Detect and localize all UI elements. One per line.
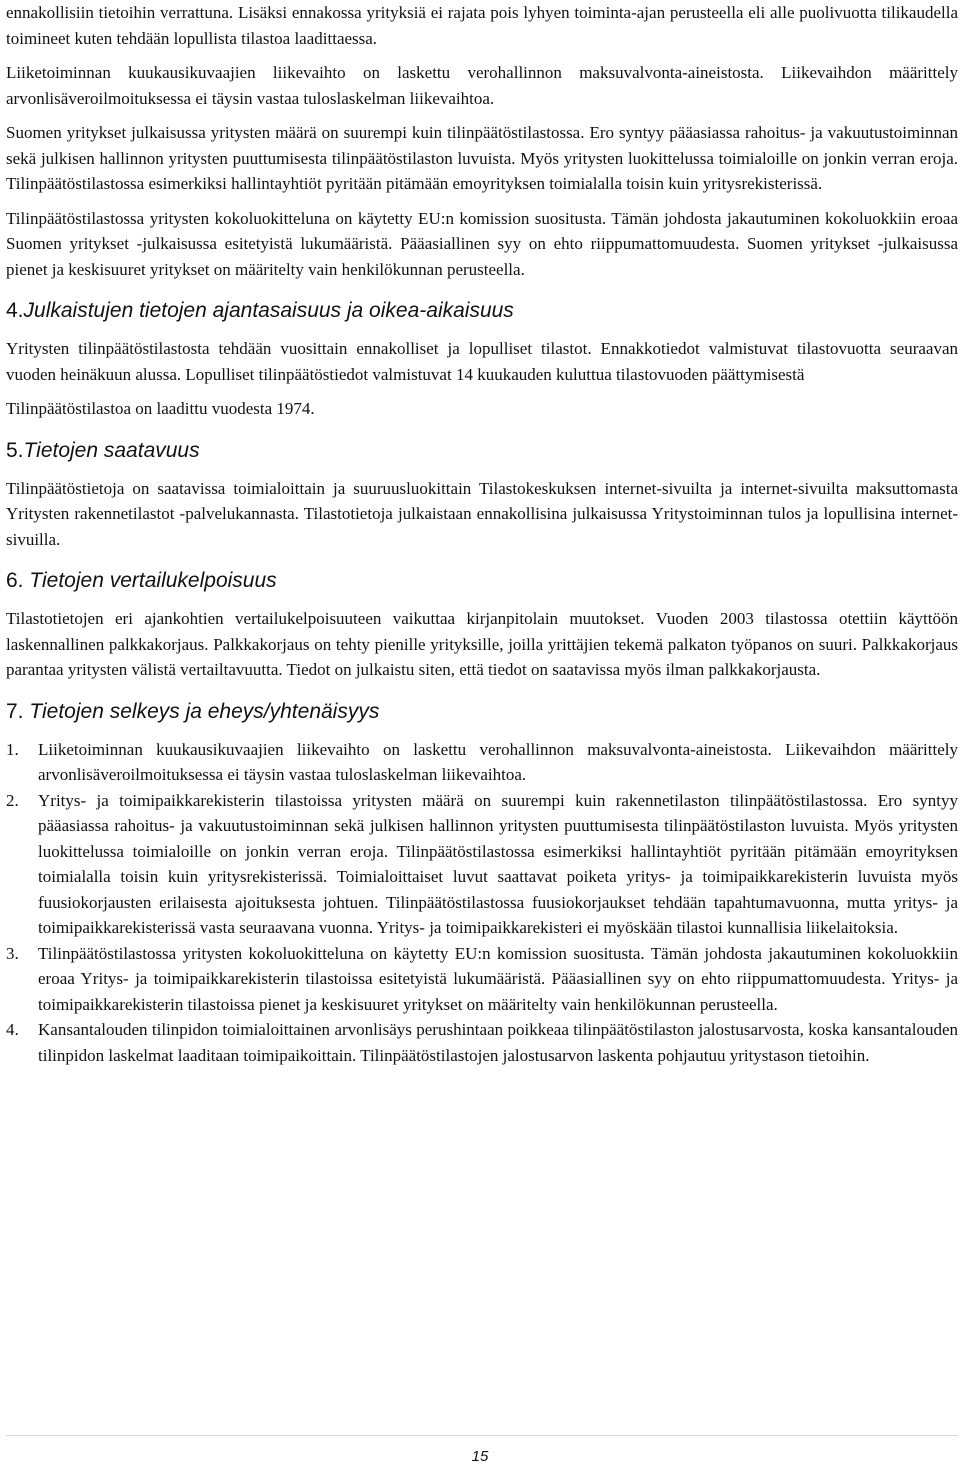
list-item-marker: 2.	[6, 790, 19, 810]
section-4-title: Julkaistujen tietojen ajantasaisuus ja oikea-aikaisuus	[23, 299, 514, 322]
list-item	[6, 1017, 958, 1068]
section-6-number: 6.	[6, 569, 24, 592]
section-4-number: 4.	[6, 299, 24, 322]
section-6-paragraph-1: Tilastotietojen eri ajankohtien vertailukelpoisuuteen vaikuttaa kirjanpitolain muutokset. Vuoden 2003 tilastossa otettiin käyttöön laskennallinen palkkakorjaus. Palkkakorjaus on tehty pienille yrityksille, joilla yrittäjien tekemä palkaton työpanos on suuri. Palkkakorjaus parantaa yritysten välistä vertailtavuutta. Tiedot on julkaistu siten, että tiedot on saatavissa myös ilman palkkakorjausta.	[6, 609, 958, 679]
section-7-title: Tietojen selkeys ja eheys/yhtenäisyys	[29, 699, 380, 723]
section-4-heading	[6, 298, 958, 324]
section-5-paragraph-1: Tilinpäätöstietoja on saatavissa toimialoittain ja suuruusluokittain Tilastokeskuksen internet-sivuilta ja internet-sivuilta maksuttomasta Yritysten rakennetilastot -palvelukannasta. Tilastotietoja julkaistaan ennakollisina julkaisussa Yritystoiminnan tulos ja lopullisina internet-sivuilla.	[6, 478, 958, 549]
section-5-heading	[6, 438, 958, 464]
section-4-paragraph-1: Yritysten tilinpäätöstilastosta tehdään vuosittain ennakolliset ja lopulliset tilastot. Ennakkotiedot valmistuvat tilastovuotta seuraavan vuoden heinäkuun alussa. Lopulliset tilinpäätöstiedot valmistuvat 14 kuukauden kuluttua tilastovuoden päättymisestä	[6, 339, 958, 384]
footer-divider	[6, 1435, 958, 1436]
list-item-marker: 4.	[6, 1020, 19, 1039]
list-item-text: Liiketoiminnan kuukausikuvaajien liikevaihto on laskettu verohallinnon maksuvalvonta-aineistosta. Liikevaihdon määrittely arvonlisäveroilmoituksessa ei täysin vastaa tuloslaskelman liikevaihtoa.	[38, 739, 958, 784]
section-5-title: Tietojen saatavuus	[23, 438, 200, 462]
section-6-title: Tietojen vertailukelpoisuus	[29, 569, 277, 592]
section-6-heading	[6, 568, 958, 594]
list-item-marker: 3.	[6, 943, 19, 963]
list-item-text: Kansantalouden tilinpidon toimialoittainen arvonlisäys perushintaan poikkeaa tilinpäätöstilaston jalostusarvosta, koska kansantalouden tilinpidon laskelmat laaditaan toimipaikoittain. Tilinpäätöstilastojen jalostusarvon laskenta pohjautuu yritystason tietoihin.	[38, 1020, 958, 1065]
section-4-paragraph-2: Tilinpäätöstilastoa on laadittu vuodesta 1974.	[6, 399, 315, 418]
intro-paragraph-2: Liiketoiminnan kuukausikuvaajien liikevaihto on laskettu verohallinnon maksuvalvonta-aineistosta. Liikevaihdon määrittely arvonlisäveroilmoituksessa ei täysin vastaa tuloslaskelman liikevaihtoa.	[6, 63, 958, 108]
list-item-marker: 1.	[6, 739, 19, 759]
list-item	[6, 941, 958, 1018]
document-page	[6, 0, 958, 1068]
list-item	[6, 788, 958, 941]
section-7-number: 7.	[6, 699, 24, 723]
list-item-text: Yritys- ja toimipaikkarekisterin tilastoissa yritysten määrä on suurempi kuin rakennetilaston tilinpäätöstilastossa. Ero syntyy pääasiassa rahoitus- ja vakuutustoiminnan sekä julkisen hallinnon yritysten puuttumisesta tilinpäätöstilaston luvuista. Myös yritysten luokittelussa toimialoille on jonkin verran eroja. Tilinpäätöstilastossa esimerkiksi hallintayhtiöt pyritään pitämään emoyrityksen toimialalla toisin kuin yritysrekisterissä. Toimialoittaiset luvut saattavat poiketa yritys- ja toimipaikkarekisterin luvuista myös fuusiokorjausten erilaisesta ajoituksesta johtuen. Tilinpäätöstilastossa fuusiokorjaukset tehdään tapahtumavuonna, mutta yritys- ja toimipaikkarekisterissä vasta seuraavana vuonna. Yritys- ja toimipaikkarekisteri ei myöskään tilastoi kunnallisia liikelaitoksia.	[38, 790, 958, 937]
section-5-number: 5.	[6, 438, 24, 462]
list-item	[6, 737, 958, 788]
page-number: 15	[471, 1448, 489, 1465]
section-7-heading	[6, 699, 958, 725]
intro-paragraph-4: Tilinpäätöstilastossa yritysten kokoluokitteluna on käytetty EU:n komission suositusta. Tämän johdosta jakautuminen kokoluokkiin eroaa Suomen yritykset -julkaisussa esitetyistä lukumääristä. Pääasiallinen syy on ehto riippumattomuudesta. Suomen yritykset -julkaisussa pienet ja keskisuuret yritykset on määritelty vain henkilökunnan perusteella.	[6, 208, 958, 279]
section-7-list	[6, 737, 958, 1069]
intro-paragraph-1: ennakollisiin tietoihin verrattuna. Lisäksi ennakossa yrityksiä ei rajata pois lyhyen toiminta-ajan perusteella eli alle puolivuotta tilikaudella toimineet kuten tehdään lopullista tilastoa laadittaessa.	[6, 3, 958, 48]
list-item-text: Tilinpäätöstilastossa yritysten kokoluokitteluna on käytetty EU:n komission suositusta. Tämän johdosta jakautuminen kokoluokkiin eroaa Yritys- ja toimipaikkarekisterin tilastoissa esitetyistä lukumääristä. Pääasiallinen syy on ehto riippumattomuudesta. Yritys- ja toimipaikkarekisterin tilastoissa pienet ja keskisuuret yritykset on määritelty vain henkilökunnan perusteella.	[38, 943, 958, 1014]
intro-paragraph-3: Suomen yritykset julkaisussa yritysten määrä on suurempi kuin tilinpäätöstilastossa. Ero syntyy pääasiassa rahoitus- ja vakuutustoiminnan sekä julkisen hallinnon yritysten puuttumisesta tilinpäätöstilaston luvuista. Myös yritysten luokittelussa toimialoille on jonkin verran eroja. Tilinpäätöstilastossa esimerkiksi hallintayhtiöt pyritään pitämään emoyrityksen toimialalla toisin kuin yritysrekisterissä.	[6, 123, 958, 193]
